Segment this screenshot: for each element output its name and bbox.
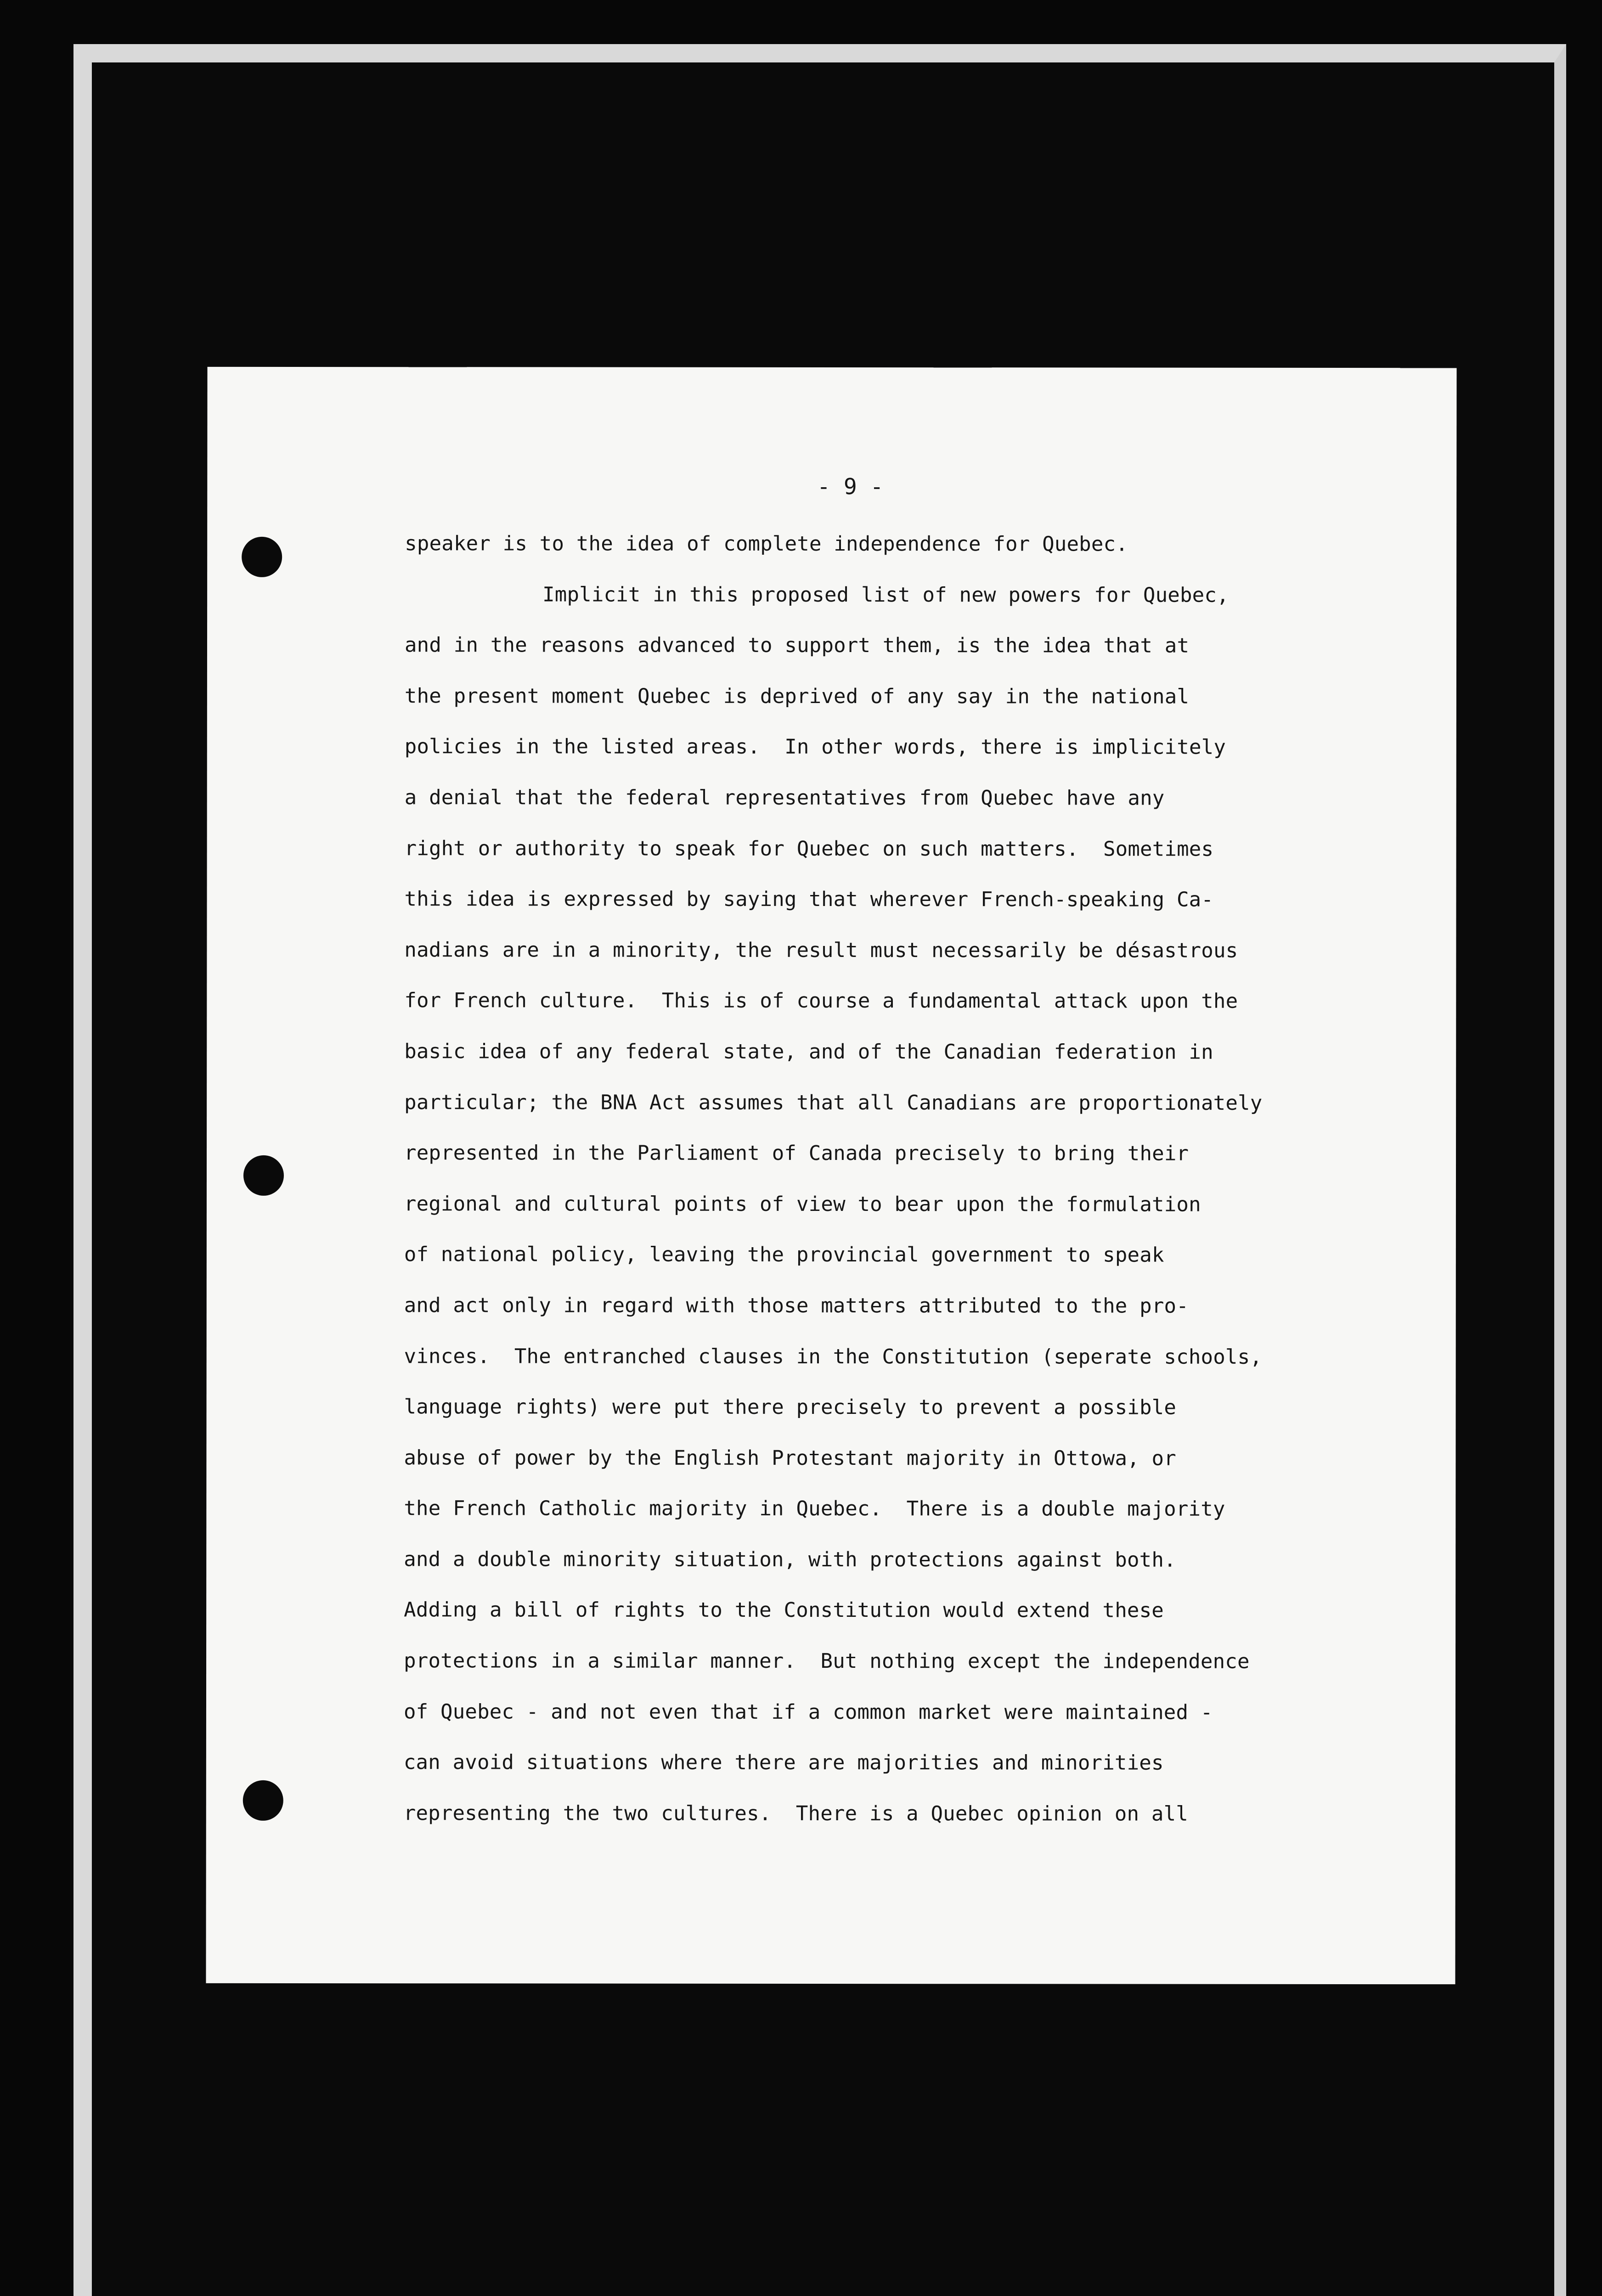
text-line: and in the reasons advanced to support them, is the idea that at bbox=[404, 633, 1190, 658]
text-line: of national policy, leaving the provincial government to speak bbox=[404, 1243, 1164, 1267]
text-line: regional and cultural points of view to bear upon the formulation bbox=[404, 1192, 1201, 1216]
text-line: of Quebec - and not even that if a common market were maintained - bbox=[403, 1699, 1213, 1724]
text-line: nadians are in a minority, the result must necessarily be désastrous bbox=[404, 938, 1238, 962]
punch-hole-bottom bbox=[243, 1780, 283, 1821]
text-line: and a double minority situation, with protections against both. bbox=[404, 1548, 1176, 1572]
text-line: Implicit in this proposed list of new powers for Quebec, bbox=[542, 583, 1229, 607]
text-line: and act only in regard with those matters attributed to the pro- bbox=[404, 1294, 1189, 1318]
body-text bbox=[404, 518, 1429, 1840]
text-line: basic idea of any federal state, and of the Canadian federation in bbox=[404, 1040, 1213, 1064]
page-number: - 9 - bbox=[817, 473, 884, 500]
text-line: vinces. The entranched clauses in the Constitution (seperate schools, bbox=[404, 1344, 1263, 1369]
text-line: representing the two cultures. There is a Quebec opinion on all bbox=[403, 1801, 1188, 1826]
text-line: protections in a similar manner. But nothing except the independence bbox=[404, 1649, 1250, 1673]
text-line: speaker is to the idea of complete independence for Quebec. bbox=[405, 532, 1128, 556]
text-line: can avoid situations where there are majorities and minorities bbox=[403, 1750, 1164, 1775]
text-line: Adding a bill of rights to the Constitution would extend these bbox=[404, 1598, 1164, 1623]
text-line: the present moment Quebec is deprived of any say in the national bbox=[404, 684, 1190, 709]
text-line: a denial that the federal representatives from Quebec have any bbox=[404, 786, 1165, 810]
punch-hole-top bbox=[242, 537, 282, 577]
text-line: for French culture. This is of course a fundamental attack upon the bbox=[404, 989, 1238, 1013]
text-line: abuse of power by the English Protestant majority in Ottowa, or bbox=[404, 1446, 1176, 1470]
text-line: the French Catholic majority in Quebec. There is a double majority bbox=[404, 1497, 1225, 1521]
text-line: language rights) were put there precisely to prevent a possible bbox=[404, 1395, 1177, 1419]
text-line: right or authority to speak for Quebec on such matters. Sometimes bbox=[404, 836, 1214, 861]
text-line: particular; the BNA Act assumes that all Canadians are proportionately bbox=[404, 1090, 1263, 1115]
text-line: this idea is expressed by saying that wherever French-speaking Ca- bbox=[404, 887, 1214, 912]
document-page bbox=[206, 367, 1456, 1984]
punch-hole-middle bbox=[243, 1155, 284, 1196]
text-line: policies in the listed areas. In other words, there is implicitely bbox=[404, 735, 1226, 760]
text-line: represented in the Parliament of Canada precisely to bring their bbox=[404, 1141, 1189, 1165]
